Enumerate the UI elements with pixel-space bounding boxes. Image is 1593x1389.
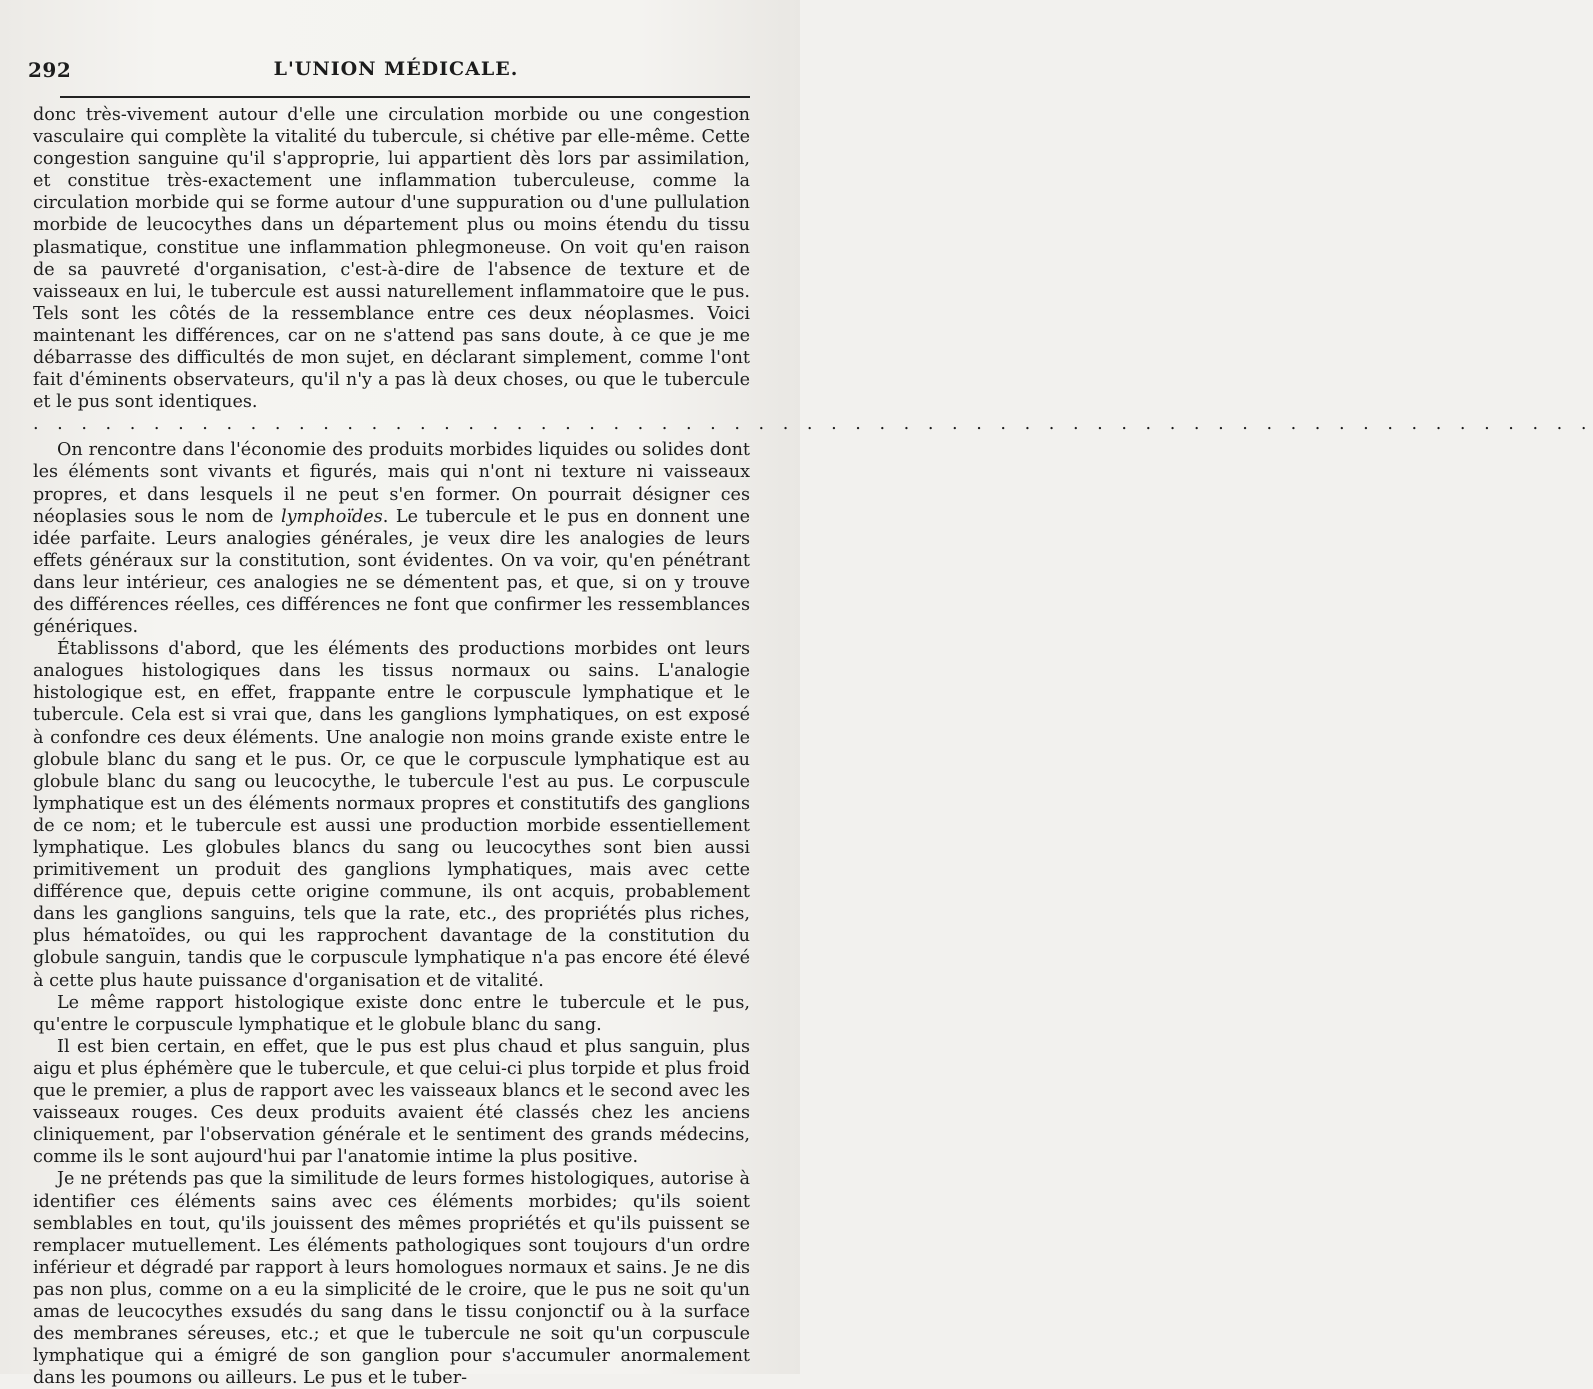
ellipsis-separator: . . . . . . . . . . . . . . . . . . . . . . . . . . . . . . . . . . . . . . . . . . . . . . . . . . . . . . . . . . . . . . . . . (33, 414, 1593, 435)
italic-term: lymphoïdes (280, 506, 383, 527)
paragraph-5: Il est bien certain, en effet, que le pus est plus chaud et plus sanguin, plus aigu et plus éphémère que le tubercule, et que celui-ci plus torpide et plus froid que le premier, a plus de rapport avec les vaisseaux blancs et le second avec les vaisseaux rouges. Ces deux produits avaient été classés chez les anciens cliniquement, par l'observation générale et le sentiment des grands médecins, comme ils le sont aujourd'hui par l'anatomie intime la plus positive. (33, 1036, 750, 1168)
running-title: L'UNION MÉDICALE. (273, 58, 519, 80)
paragraph-2-text-a: On rencontre dans l'économie des produits morbides liquides ou solides dont les éléments sont vivants et figurés, mais qui n'ont ni texture ni vaisseaux propres, et dans lesquels il ne peut s'en former. On pourrait désigner ces néoplasies sous le nom de (33, 440, 750, 527)
page-number: 292 (28, 58, 72, 82)
body-text (33, 104, 1593, 1389)
paragraph-2-text-b: . Le tubercule et le pus en donnent une idée parfaite. Leurs analogies générales, je veux dire les analogies de leurs effets généraux sur la constitution, sont évidentes. On va voir, qu'en pénétrant dans leur intérieur, ces analogies ne se démentent pas, et que, si on y trouve des différences réelles, ces différences ne font que confirmer les ressemblances génériques. (33, 506, 750, 638)
header-rule (60, 96, 750, 98)
paragraph-3: Établissons d'abord, que les éléments des productions morbides ont leurs analogues histologiques dans les tissus normaux ou sains. L'analogie histologique est, en effet, frappante entre le corpuscule lymphatique et le tubercule. Cela est si vrai que, dans les ganglions lymphatiques, on est exposé à confondre ces deux éléments. Une analogie non moins grande existe entre le globule blanc du sang et le pus. Or, ce que le corpuscule lymphatique est au globule blanc du sang ou leucocythe, le tubercule l'est au pus. Le corpuscule lymphatique est un des éléments normaux propres et constitutifs des ganglions de ce nom; et le tubercule est aussi une production morbide essentiellement lymphatique. Les globules blancs du sang ou leucocythes sont bien aussi primitivement un produit des ganglions lymphatiques, mais avec cette différence que, depuis cette origine commune, ils ont acquis, probablement dans les ganglions sanguins, tels que la rate, etc., des propriétés plus riches, plus hématoïdes, ou qui les rapprochent davantage de la constitution du globule sanguin, tandis que le corpuscule lymphatique n'a pas encore été élevé à cette plus haute puissance d'organisation et de vitalité. (33, 639, 750, 991)
page-header (28, 58, 764, 88)
paragraph-4: Le même rapport histologique existe donc entre le tubercule et le pus, qu'entre le corpuscule lymphatique et le globule blanc du sang. (33, 992, 750, 1035)
paragraph-1: donc très-vivement autour d'elle une circulation morbide ou une congestion vasculaire qui complète la vitalité du tubercule, si chétive par elle-même. Cette congestion sanguine qu'il s'approprie, lui appartient dès lors par assimilation, et constitue très-exactement une inflammation tuberculeuse, comme la circulation morbide qui se forme autour d'une suppuration ou d'une pullulation morbide de leucocythes dans un département plus ou moins étendu du tissu plasmatique, constitue une inflammation phlegmoneuse. On voit qu'en raison de sa pauvreté d'organisation, c'est-à-dire de l'absence de texture et de vaisseaux en lui, le tubercule est aussi naturellement inflammatoire que le pus. Tels sont les côtés de la ressemblance entre ces deux néoplasmes. Voici maintenant les différences, car on ne s'attend pas sans doute, à ce que je me débarrasse des difficultés de mon sujet, en déclarant simplement, comme l'ont fait d'éminents observateurs, qu'il n'y a pas là deux choses, ou que le tubercule et le pus sont identiques. (33, 105, 750, 413)
paragraph-6: Je ne prétends pas que la similitude de leurs formes histologiques, autorise à identifier ces éléments sains avec ces éléments morbides; qu'ils soient semblables en tout, qu'ils jouissent des mêmes propriétés et qu'ils puissent se remplacer mutuellement. Les éléments pathologiques sont toujours d'un ordre inférieur et dégradé par rapport à leurs homologues normaux et sains. Je ne dis pas non plus, comme on a eu la simplicité de le croire, que le pus ne soit qu'un amas de leucocythes exsudés du sang dans le tissu conjonctif ou à la surface des membranes séreuses, etc.; et que le tubercule ne soit qu'un corpuscule lymphatique qui a émigré de son ganglion pour s'accumuler anormalement dans les poumons ou ailleurs. Le pus et le tuber- (33, 1169, 750, 1389)
paragraph-2 (33, 439, 750, 638)
